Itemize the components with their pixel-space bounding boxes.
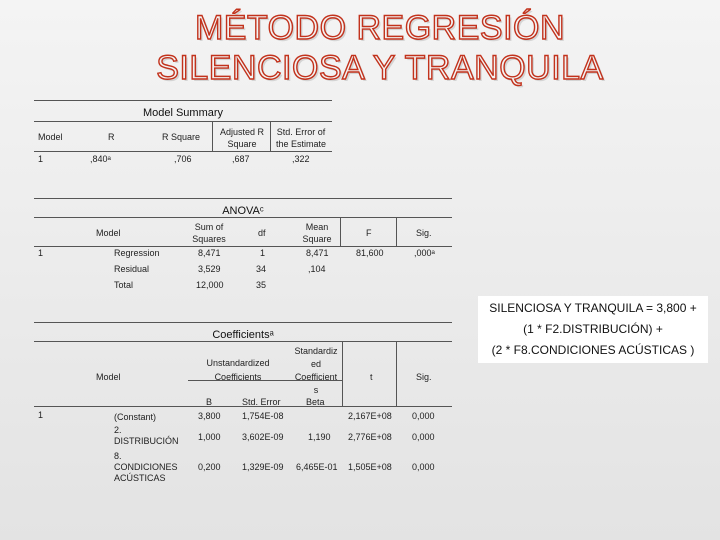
coef-header-standardized: Standardiz ed Coefficient s bbox=[294, 346, 338, 395]
anova-header-f: F bbox=[366, 228, 372, 238]
row-r-square: ,706 bbox=[174, 154, 192, 164]
anova-row-sig: ,000ᵃ bbox=[414, 248, 435, 258]
formula-line-1: SILENCIOSA Y TRANQUILA = 3,800 + bbox=[489, 301, 697, 315]
header-std-error: Std. Error of the Estimate bbox=[275, 127, 327, 149]
formula-line-3: (2 * F8.CONDICIONES ACÚSTICAS ) bbox=[491, 343, 695, 357]
anova-row-ss: 12,000 bbox=[196, 280, 224, 290]
coef-header-sig: Sig. bbox=[416, 372, 432, 382]
title-line-1: MÉTODO REGRESIÓN bbox=[194, 9, 566, 47]
header-model: Model bbox=[38, 132, 63, 142]
anova-title: ANOVAᶜ bbox=[222, 205, 264, 217]
anova-row-ss: 8,471 bbox=[198, 248, 221, 258]
coef-header-std-error: Std. Error bbox=[242, 397, 281, 407]
row-r: ,840ᵃ bbox=[90, 154, 111, 164]
coef-row-sig: 0,000 bbox=[412, 432, 435, 442]
anova-header-ss: Sum of Squares bbox=[192, 222, 226, 244]
anova-row-ss: 3,529 bbox=[198, 264, 221, 274]
coef-row-t: 1,505E+08 bbox=[348, 462, 392, 472]
coef-row-beta: 6,465E-01 bbox=[296, 462, 338, 472]
header-adj-r-square: Adjusted R Square bbox=[219, 127, 265, 149]
coef-row-label: (Constant) bbox=[114, 412, 157, 422]
anova-header-sig: Sig. bbox=[416, 228, 432, 238]
coef-header-unstandardized: Unstandardized Coefficients bbox=[206, 358, 270, 382]
coef-row-se: 1,754E-08 bbox=[242, 411, 284, 421]
coef-model-num: 1 bbox=[38, 410, 44, 420]
divider bbox=[34, 322, 452, 323]
coef-row-sig: 0,000 bbox=[412, 411, 435, 421]
anova-model-num: 1 bbox=[38, 248, 44, 258]
anova-row-df: 1 bbox=[260, 248, 266, 258]
coef-row-se: 1,329E-09 bbox=[242, 462, 284, 472]
title-line-2: SILENCIOSA Y TRANQUILA bbox=[156, 49, 604, 87]
anova-row-f: 81,600 bbox=[356, 248, 384, 258]
anova-row-df: 35 bbox=[256, 280, 267, 290]
regression-formula bbox=[478, 296, 708, 363]
anova-header-df: df bbox=[258, 228, 266, 238]
anova-header-ms: Mean Square bbox=[302, 222, 332, 244]
coef-row-label: 2. DISTRIBUCIÓN bbox=[114, 425, 179, 446]
coef-row-sig: 0,000 bbox=[412, 462, 435, 472]
anova-row-ms: ,104 bbox=[308, 264, 326, 274]
divider bbox=[396, 341, 397, 406]
divider bbox=[342, 341, 343, 406]
anova-header-model: Model bbox=[96, 228, 121, 238]
anova-row-df: 34 bbox=[256, 264, 267, 274]
coef-row-se: 3,602E-09 bbox=[242, 432, 284, 442]
coef-row-t: 2,776E+08 bbox=[348, 432, 392, 442]
anova-row-label: Total bbox=[114, 280, 134, 290]
coef-row-b: 3,800 bbox=[198, 411, 221, 421]
coef-header-t: t bbox=[370, 372, 373, 382]
header-r: R bbox=[108, 132, 115, 142]
coef-row-b: 1,000 bbox=[198, 432, 221, 442]
divider bbox=[34, 341, 452, 342]
coef-header-model: Model bbox=[96, 372, 121, 382]
coef-row-beta: 1,190 bbox=[308, 432, 331, 442]
coef-header-b: B bbox=[206, 397, 213, 407]
anova-row-label: Regression bbox=[114, 248, 160, 258]
model-summary-title: Model Summary bbox=[142, 107, 224, 119]
row-model: 1 bbox=[38, 154, 44, 164]
formula-line-2: (1 * F2.DISTRIBUCIÓN) + bbox=[523, 322, 663, 336]
row-std-error: ,322 bbox=[292, 154, 310, 164]
coefficients-title: Coefficientsᵃ bbox=[212, 329, 274, 341]
coef-row-b: 0,200 bbox=[198, 462, 221, 472]
anova-row-label: Residual bbox=[114, 264, 150, 274]
anova-row-ms: 8,471 bbox=[306, 248, 329, 258]
header-r-square: R Square bbox=[162, 132, 201, 142]
coef-header-beta: Beta bbox=[306, 397, 325, 407]
row-adj-r-square: ,687 bbox=[232, 154, 250, 164]
coef-row-label: 8. CONDICIONES ACÚSTICAS bbox=[114, 451, 178, 483]
coef-row-t: 2,167E+08 bbox=[348, 411, 392, 421]
